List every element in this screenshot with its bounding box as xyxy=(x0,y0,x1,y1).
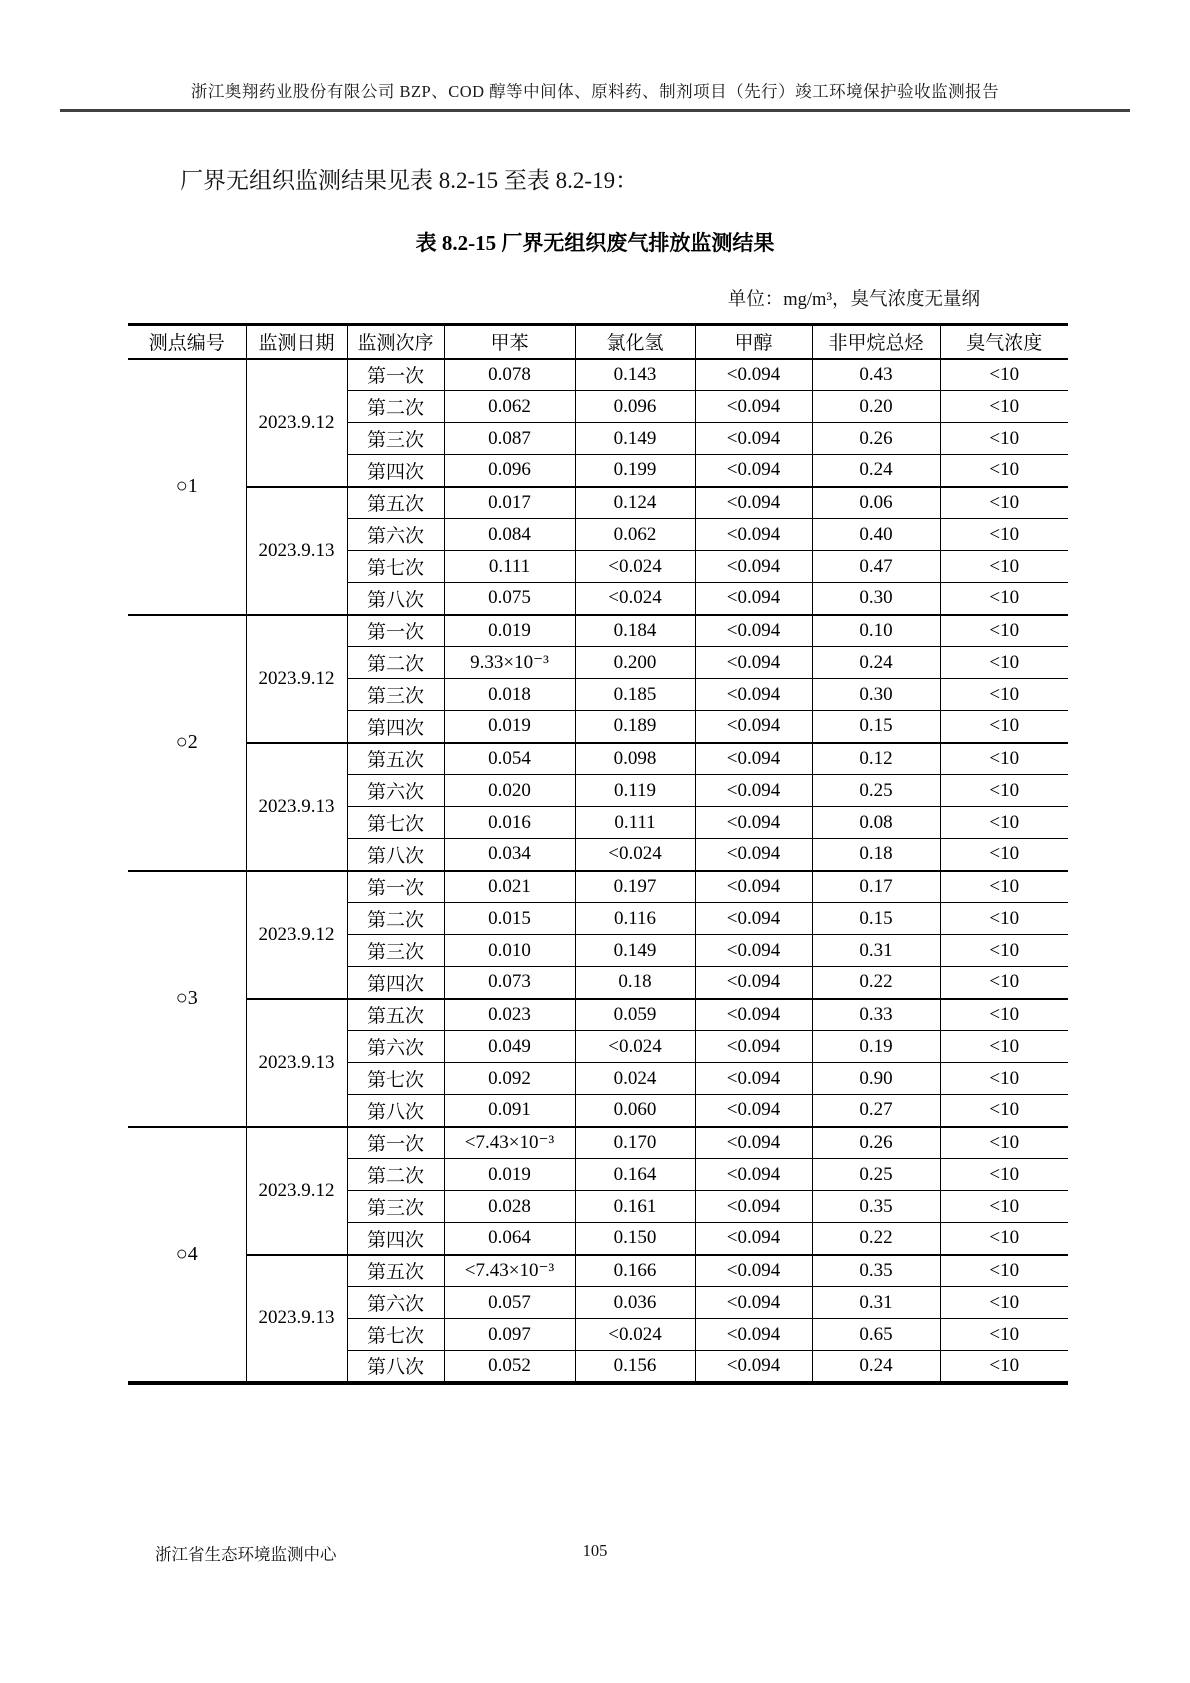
table-row xyxy=(128,1127,1068,1159)
monitoring-table xyxy=(128,323,1068,1385)
value-cell: <10 xyxy=(940,391,1068,423)
sequence-cell: 第七次 xyxy=(347,551,444,583)
value-cell: <0.094 xyxy=(695,519,812,551)
sequence-cell: 第六次 xyxy=(347,1287,444,1319)
value-cell: <10 xyxy=(940,583,1068,615)
value-cell: <0.024 xyxy=(575,1031,695,1063)
value-cell: 0.33 xyxy=(812,999,940,1031)
value-cell: <0.094 xyxy=(695,391,812,423)
date-cell: 2023.9.13 xyxy=(246,487,347,615)
value-cell: 0.052 xyxy=(444,1351,575,1383)
value-cell: 0.057 xyxy=(444,1287,575,1319)
table-row xyxy=(128,1255,1068,1287)
value-cell: 0.059 xyxy=(575,999,695,1031)
value-cell: <0.024 xyxy=(575,839,695,871)
monitoring-table-body xyxy=(128,359,1068,1383)
value-cell: <0.094 xyxy=(695,967,812,999)
value-cell: 0.116 xyxy=(575,903,695,935)
value-cell: <10 xyxy=(940,359,1068,391)
sequence-cell: 第八次 xyxy=(347,1095,444,1127)
value-cell: 0.18 xyxy=(812,839,940,871)
value-cell: 0.019 xyxy=(444,711,575,743)
value-cell: <0.094 xyxy=(695,807,812,839)
value-cell: 0.017 xyxy=(444,487,575,519)
sequence-cell: 第七次 xyxy=(347,1319,444,1351)
value-cell: <10 xyxy=(940,967,1068,999)
value-cell: <0.094 xyxy=(695,871,812,903)
value-cell: 0.26 xyxy=(812,423,940,455)
date-cell: 2023.9.12 xyxy=(246,871,347,999)
value-cell: 0.150 xyxy=(575,1223,695,1255)
value-cell: 0.010 xyxy=(444,935,575,967)
value-cell: 0.084 xyxy=(444,519,575,551)
value-cell: 0.31 xyxy=(812,1287,940,1319)
value-cell: 0.164 xyxy=(575,1159,695,1191)
value-cell: <10 xyxy=(940,935,1068,967)
sequence-cell: 第四次 xyxy=(347,1223,444,1255)
value-cell: <10 xyxy=(940,423,1068,455)
value-cell: 0.90 xyxy=(812,1063,940,1095)
value-cell: 0.25 xyxy=(812,1159,940,1191)
sequence-cell: 第一次 xyxy=(347,615,444,647)
value-cell: <0.094 xyxy=(695,1319,812,1351)
value-cell: <0.094 xyxy=(695,1255,812,1287)
table-title: 表 8.2-15 厂界无组织废气排放监测结果 xyxy=(415,231,775,255)
value-cell: 0.30 xyxy=(812,583,940,615)
value-cell: <10 xyxy=(940,871,1068,903)
value-cell: <0.094 xyxy=(695,679,812,711)
value-cell: 0.199 xyxy=(575,455,695,487)
sequence-cell: 第二次 xyxy=(347,391,444,423)
sequence-cell: 第五次 xyxy=(347,999,444,1031)
sequence-cell: 第三次 xyxy=(347,679,444,711)
value-cell: <10 xyxy=(940,647,1068,679)
value-cell: 0.185 xyxy=(575,679,695,711)
value-cell: <0.094 xyxy=(695,583,812,615)
value-cell: 0.35 xyxy=(812,1191,940,1223)
value-cell: 0.47 xyxy=(812,551,940,583)
value-cell: 0.27 xyxy=(812,1095,940,1127)
value-cell: <10 xyxy=(940,999,1068,1031)
column-header-methanol: 甲醇 xyxy=(695,325,812,359)
sequence-cell: 第一次 xyxy=(347,871,444,903)
value-cell: <10 xyxy=(940,743,1068,775)
value-cell: 0.092 xyxy=(444,1063,575,1095)
point-id-cell: ○1 xyxy=(128,359,246,615)
footer-organization: 浙江省生态环境监测中心 xyxy=(155,1545,337,1564)
value-cell: 0.149 xyxy=(575,423,695,455)
value-cell: 0.65 xyxy=(812,1319,940,1351)
sequence-cell: 第八次 xyxy=(347,1351,444,1383)
sequence-cell: 第八次 xyxy=(347,839,444,871)
date-cell: 2023.9.13 xyxy=(246,1255,347,1383)
table-row xyxy=(128,359,1068,391)
value-cell: 0.15 xyxy=(812,711,940,743)
value-cell: <10 xyxy=(940,1255,1068,1287)
value-cell: <0.024 xyxy=(575,1319,695,1351)
sequence-cell: 第六次 xyxy=(347,519,444,551)
sequence-cell: 第六次 xyxy=(347,1031,444,1063)
value-cell: 0.24 xyxy=(812,1351,940,1383)
date-cell: 2023.9.12 xyxy=(246,1127,347,1255)
value-cell: 0.24 xyxy=(812,455,940,487)
table-row xyxy=(128,871,1068,903)
date-cell: 2023.9.13 xyxy=(246,999,347,1127)
value-cell: 0.019 xyxy=(444,615,575,647)
value-cell: <0.094 xyxy=(695,775,812,807)
value-cell: <0.094 xyxy=(695,743,812,775)
value-cell: <10 xyxy=(940,807,1068,839)
value-cell: <10 xyxy=(940,519,1068,551)
column-header-toluene: 甲苯 xyxy=(444,325,575,359)
header-rule xyxy=(60,109,1130,112)
value-cell: <10 xyxy=(940,1319,1068,1351)
value-cell: 0.24 xyxy=(812,647,940,679)
sequence-cell: 第三次 xyxy=(347,423,444,455)
value-cell: <0.094 xyxy=(695,1351,812,1383)
value-cell: <0.094 xyxy=(695,1191,812,1223)
value-cell: <10 xyxy=(940,615,1068,647)
value-cell: 0.091 xyxy=(444,1095,575,1127)
value-cell: 0.31 xyxy=(812,935,940,967)
value-cell: <10 xyxy=(940,679,1068,711)
value-cell: 0.25 xyxy=(812,775,940,807)
sequence-cell: 第七次 xyxy=(347,1063,444,1095)
unit-note: 单位：mg/m³，臭气浓度无量纲 xyxy=(727,290,980,310)
value-cell: <0.094 xyxy=(695,1159,812,1191)
column-header-date: 监测日期 xyxy=(246,325,347,359)
value-cell: <7.43×10⁻³ xyxy=(444,1127,575,1159)
value-cell: 0.019 xyxy=(444,1159,575,1191)
value-cell: 0.054 xyxy=(444,743,575,775)
value-cell: 0.19 xyxy=(812,1031,940,1063)
value-cell: <0.094 xyxy=(695,1223,812,1255)
value-cell: <7.43×10⁻³ xyxy=(444,1255,575,1287)
column-header-odor: 臭气浓度 xyxy=(940,325,1068,359)
value-cell: <0.094 xyxy=(695,615,812,647)
value-cell: 0.184 xyxy=(575,615,695,647)
value-cell: 0.111 xyxy=(444,551,575,583)
value-cell: <10 xyxy=(940,903,1068,935)
value-cell: <10 xyxy=(940,711,1068,743)
value-cell: 0.156 xyxy=(575,1351,695,1383)
value-cell: 0.189 xyxy=(575,711,695,743)
sequence-cell: 第三次 xyxy=(347,1191,444,1223)
sequence-cell: 第八次 xyxy=(347,583,444,615)
sequence-cell: 第二次 xyxy=(347,647,444,679)
value-cell: 0.143 xyxy=(575,359,695,391)
value-cell: <10 xyxy=(940,839,1068,871)
value-cell: 0.075 xyxy=(444,583,575,615)
value-cell: 0.15 xyxy=(812,903,940,935)
value-cell: 0.018 xyxy=(444,679,575,711)
sequence-cell: 第七次 xyxy=(347,807,444,839)
value-cell: <10 xyxy=(940,1095,1068,1127)
value-cell: 0.087 xyxy=(444,423,575,455)
sequence-cell: 第二次 xyxy=(347,1159,444,1191)
value-cell: 0.015 xyxy=(444,903,575,935)
value-cell: <0.094 xyxy=(695,487,812,519)
sequence-cell: 第五次 xyxy=(347,487,444,519)
table-row xyxy=(128,743,1068,775)
value-cell: 0.22 xyxy=(812,967,940,999)
value-cell: 0.43 xyxy=(812,359,940,391)
value-cell: 0.078 xyxy=(444,359,575,391)
value-cell: 0.197 xyxy=(575,871,695,903)
value-cell: <0.094 xyxy=(695,1063,812,1095)
sequence-cell: 第六次 xyxy=(347,775,444,807)
value-cell: 0.26 xyxy=(812,1127,940,1159)
page-number: 105 xyxy=(582,1541,608,1560)
value-cell: <10 xyxy=(940,1127,1068,1159)
value-cell: 0.096 xyxy=(444,455,575,487)
date-cell: 2023.9.12 xyxy=(246,615,347,743)
sequence-cell: 第五次 xyxy=(347,743,444,775)
value-cell: <0.094 xyxy=(695,647,812,679)
value-cell: <10 xyxy=(940,1351,1068,1383)
table-row xyxy=(128,999,1068,1031)
value-cell: <10 xyxy=(940,455,1068,487)
value-cell: 0.30 xyxy=(812,679,940,711)
value-cell: 0.40 xyxy=(812,519,940,551)
value-cell: 0.034 xyxy=(444,839,575,871)
value-cell: 0.200 xyxy=(575,647,695,679)
sequence-cell: 第一次 xyxy=(347,1127,444,1159)
value-cell: <10 xyxy=(940,1063,1068,1095)
value-cell: <0.094 xyxy=(695,359,812,391)
column-header-hcl: 氯化氢 xyxy=(575,325,695,359)
value-cell: 0.17 xyxy=(812,871,940,903)
column-header-point-id: 测点编号 xyxy=(128,325,246,359)
value-cell: <0.094 xyxy=(695,903,812,935)
value-cell: <10 xyxy=(940,1159,1068,1191)
value-cell: <0.094 xyxy=(695,711,812,743)
value-cell: 0.049 xyxy=(444,1031,575,1063)
value-cell: 0.021 xyxy=(444,871,575,903)
value-cell: 0.161 xyxy=(575,1191,695,1223)
value-cell: <0.094 xyxy=(695,999,812,1031)
sequence-cell: 第一次 xyxy=(347,359,444,391)
date-cell: 2023.9.12 xyxy=(246,359,347,487)
value-cell: 0.12 xyxy=(812,743,940,775)
value-cell: 0.023 xyxy=(444,999,575,1031)
sequence-cell: 第二次 xyxy=(347,903,444,935)
sequence-cell: 第四次 xyxy=(347,711,444,743)
value-cell: 0.016 xyxy=(444,807,575,839)
column-header-nmhc: 非甲烷总烃 xyxy=(812,325,940,359)
value-cell: <10 xyxy=(940,487,1068,519)
value-cell: 0.124 xyxy=(575,487,695,519)
point-id-cell: ○2 xyxy=(128,615,246,871)
value-cell: 0.35 xyxy=(812,1255,940,1287)
value-cell: <0.094 xyxy=(695,455,812,487)
value-cell: <0.094 xyxy=(695,1031,812,1063)
value-cell: 0.149 xyxy=(575,935,695,967)
value-cell: <10 xyxy=(940,1287,1068,1319)
value-cell: 9.33×10⁻³ xyxy=(444,647,575,679)
value-cell: 0.097 xyxy=(444,1319,575,1351)
value-cell: <0.094 xyxy=(695,551,812,583)
table-header-row xyxy=(128,325,1068,359)
date-cell: 2023.9.13 xyxy=(246,743,347,871)
value-cell: 0.062 xyxy=(444,391,575,423)
value-cell: 0.064 xyxy=(444,1223,575,1255)
value-cell: <0.094 xyxy=(695,1095,812,1127)
value-cell: <10 xyxy=(940,1031,1068,1063)
value-cell: <0.094 xyxy=(695,839,812,871)
sequence-cell: 第五次 xyxy=(347,1255,444,1287)
value-cell: 0.098 xyxy=(575,743,695,775)
value-cell: 0.060 xyxy=(575,1095,695,1127)
table-row xyxy=(128,487,1068,519)
value-cell: <10 xyxy=(940,1191,1068,1223)
value-cell: 0.096 xyxy=(575,391,695,423)
sequence-cell: 第四次 xyxy=(347,967,444,999)
value-cell: <0.094 xyxy=(695,423,812,455)
column-header-sequence: 监测次序 xyxy=(347,325,444,359)
value-cell: 0.20 xyxy=(812,391,940,423)
value-cell: <0.094 xyxy=(695,935,812,967)
value-cell: 0.119 xyxy=(575,775,695,807)
value-cell: 0.111 xyxy=(575,807,695,839)
value-cell: 0.166 xyxy=(575,1255,695,1287)
sequence-cell: 第三次 xyxy=(347,935,444,967)
value-cell: 0.020 xyxy=(444,775,575,807)
value-cell: 0.036 xyxy=(575,1287,695,1319)
value-cell: 0.18 xyxy=(575,967,695,999)
sequence-cell: 第四次 xyxy=(347,455,444,487)
value-cell: <10 xyxy=(940,551,1068,583)
value-cell: 0.062 xyxy=(575,519,695,551)
value-cell: 0.22 xyxy=(812,1223,940,1255)
value-cell: 0.08 xyxy=(812,807,940,839)
value-cell: <0.094 xyxy=(695,1127,812,1159)
value-cell: 0.170 xyxy=(575,1127,695,1159)
value-cell: 0.10 xyxy=(812,615,940,647)
value-cell: <0.094 xyxy=(695,1287,812,1319)
value-cell: 0.073 xyxy=(444,967,575,999)
value-cell: 0.024 xyxy=(575,1063,695,1095)
value-cell: <10 xyxy=(940,1223,1068,1255)
value-cell: <0.024 xyxy=(575,583,695,615)
value-cell: 0.028 xyxy=(444,1191,575,1223)
point-id-cell: ○3 xyxy=(128,871,246,1127)
intro-text: 厂界无组织监测结果见表 8.2-15 至表 8.2-19： xyxy=(180,168,639,193)
value-cell: <10 xyxy=(940,775,1068,807)
value-cell: <0.024 xyxy=(575,551,695,583)
value-cell: 0.06 xyxy=(812,487,940,519)
point-id-cell: ○4 xyxy=(128,1127,246,1383)
document-header-title: 浙江奥翔药业股份有限公司 BZP、COD 醇等中间体、原料药、制剂项目（先行）竣工环境保护验收监测报告 xyxy=(190,82,1000,101)
table-row xyxy=(128,615,1068,647)
